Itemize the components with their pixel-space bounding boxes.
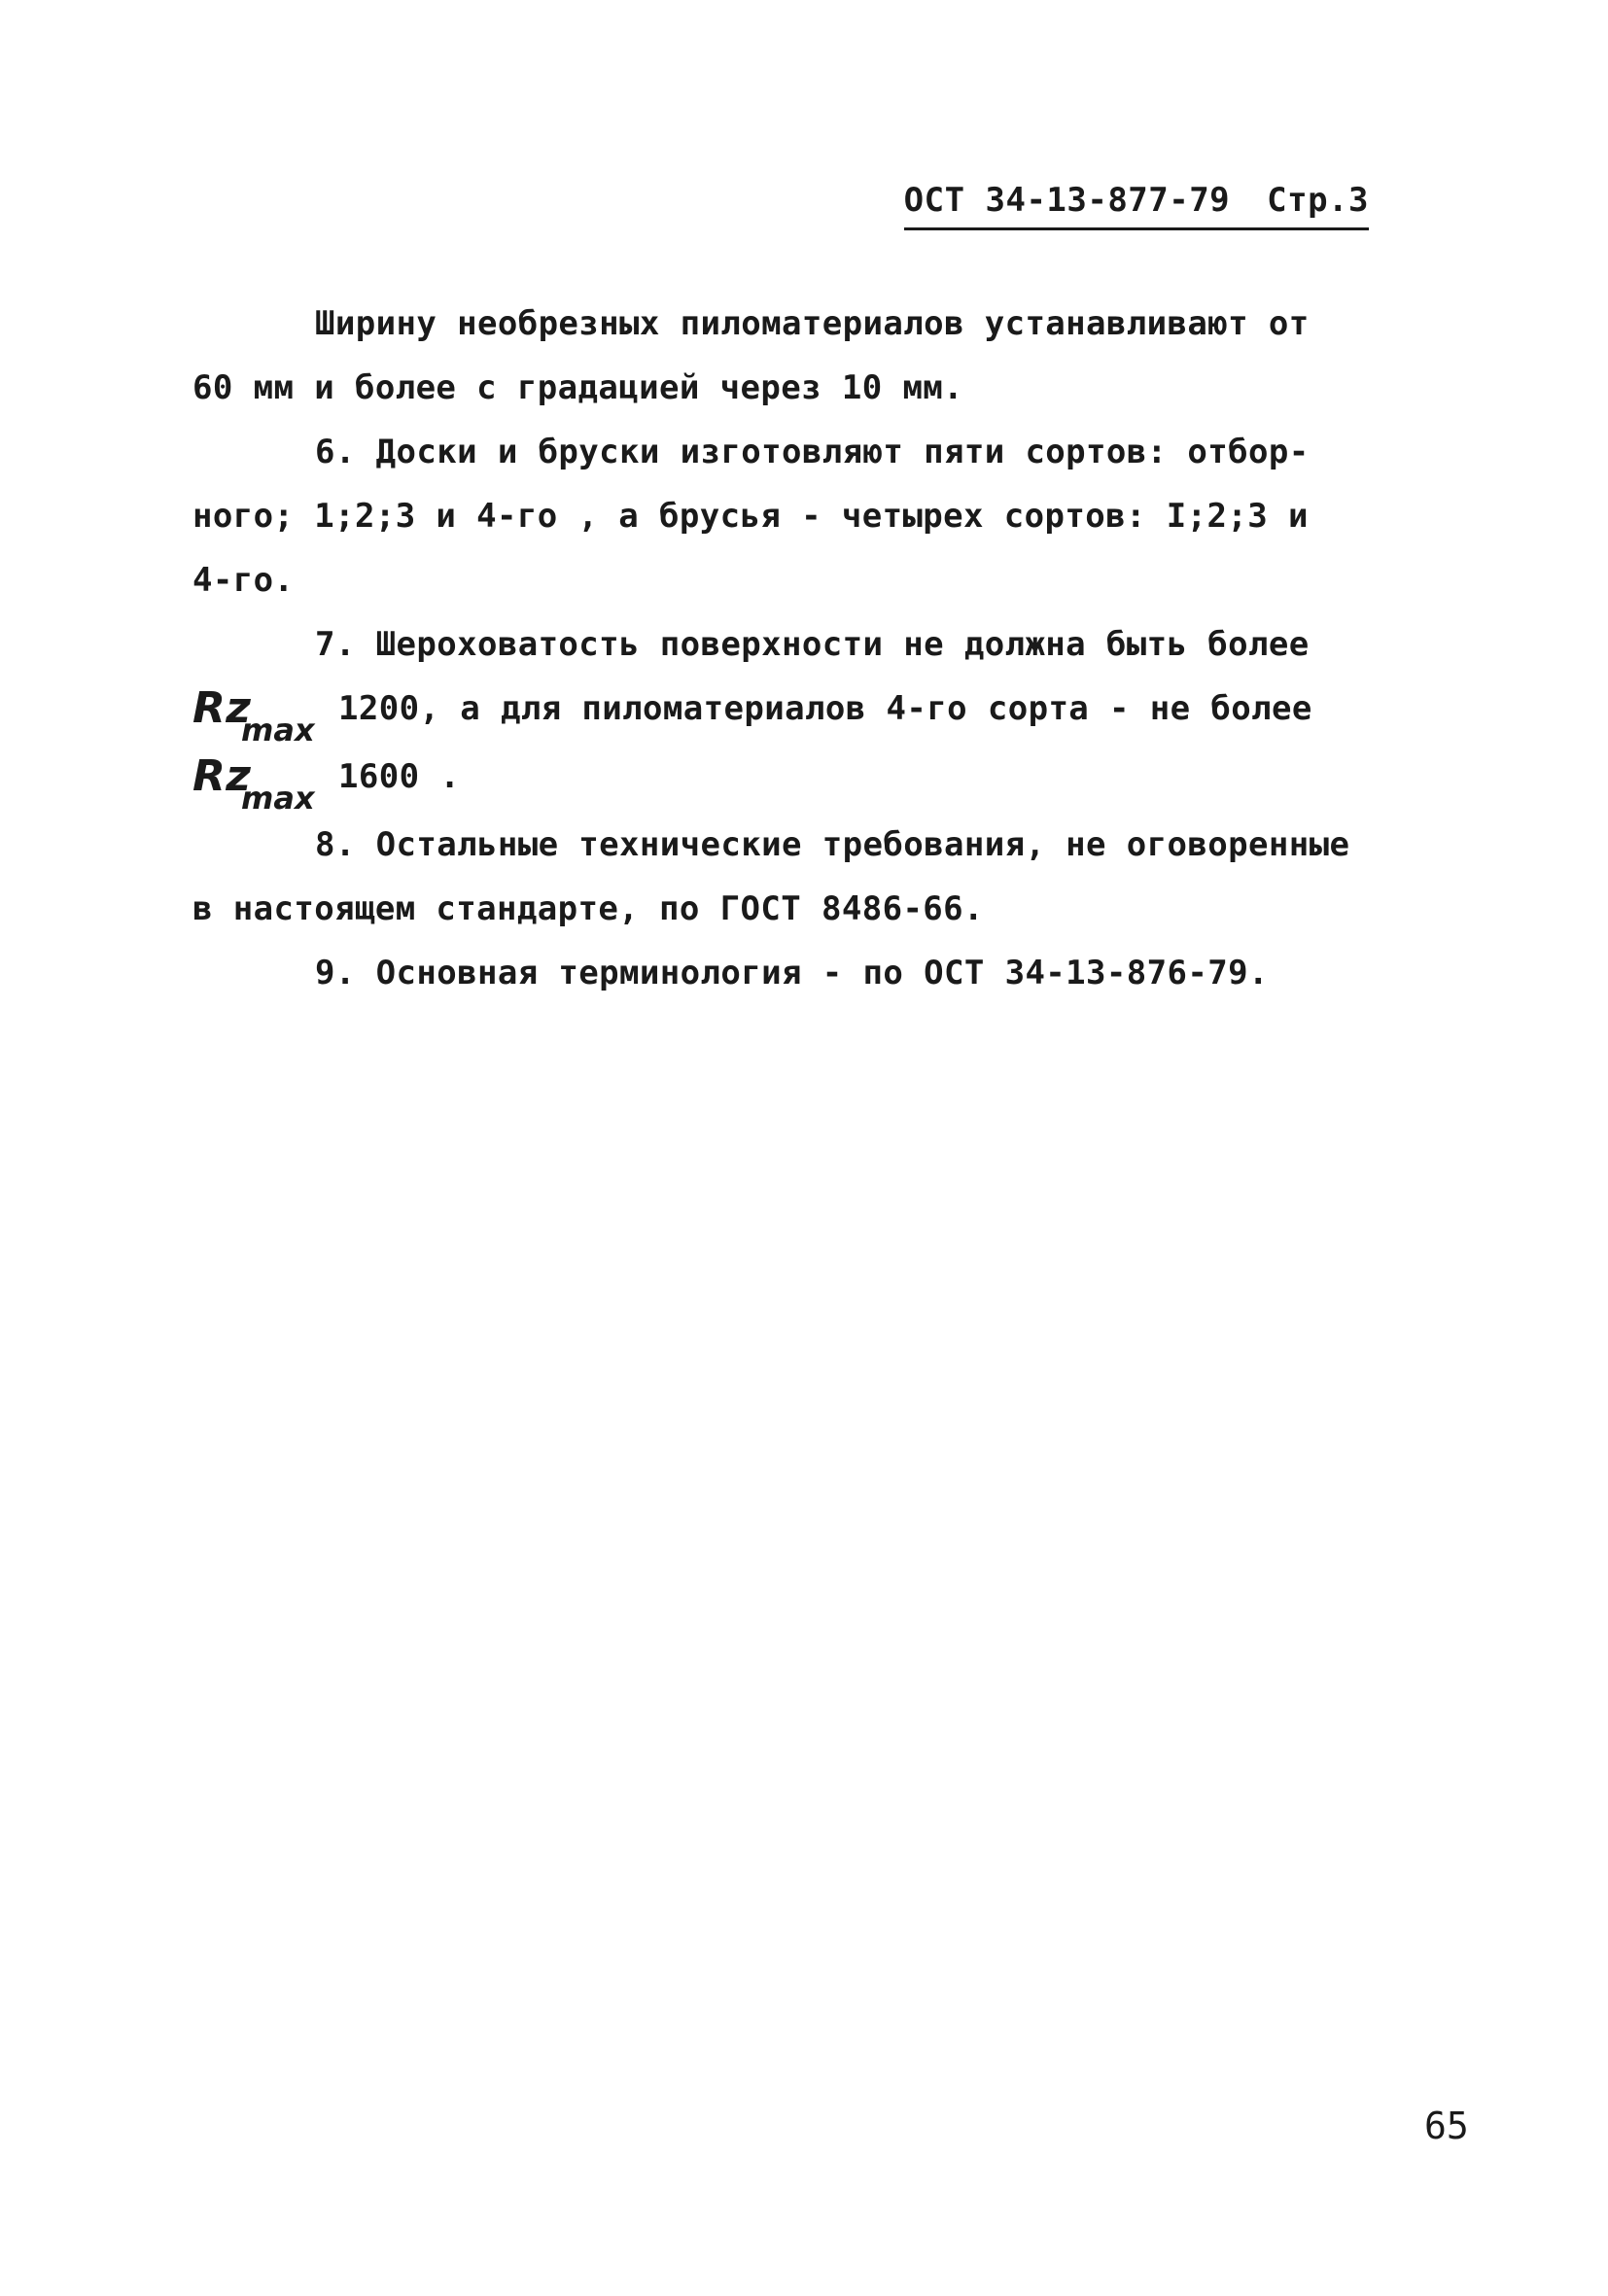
item-9-line-1: 9. Основная терминология - по ОСТ 34-13-876-79. [315,954,1269,992]
paragraph-width-line-2: 60 мм и более с градацией через 10 мм. [192,368,964,407]
roughness-symbol-subscript: max [241,780,315,817]
item-7-line-3 [192,745,1340,817]
item-8-line-2: в настоящем стандарте, по ГОСТ 8486-66. [192,889,984,928]
paragraph-width-line-1: Ширину необрезных пиломатериалов устанавливают от [315,304,1310,343]
item-6-line-2: ного; 1;2;3 и 4-го , а брусья - четырех сортов: I;2;3 и [192,497,1309,536]
sheet-number: 65 [1424,2105,1469,2147]
standard-code: ОСТ 34-13-877-79 [903,181,1231,220]
roughness-symbol-subscript: max [241,712,315,748]
roughness-symbol [192,677,338,748]
page-header [904,181,1369,230]
roughness-symbol-main: Rz [192,751,252,801]
item-8-line-1: 8. Остальные технические требования, не оговоренные [315,825,1350,864]
roughness-symbol-main: Rz [192,683,252,733]
item-7-line-3-text: 1600 . [338,757,461,796]
item-7-line-2 [192,677,1340,748]
document-body [192,292,1350,1005]
item-7-line-1: 7. Шероховатость поверхности не должна быть более [315,625,1310,664]
roughness-symbol [192,745,338,817]
item-6-line-3: 4-го. [192,561,295,600]
item-6-line-1: 6. Доски и бруски изготовляют пяти сортов: отбор- [315,433,1310,471]
page-label: Стр.3 [1267,181,1369,220]
item-7-line-2-text: 1200, а для пиломатериалов 4-го сорта - не более [338,689,1312,728]
